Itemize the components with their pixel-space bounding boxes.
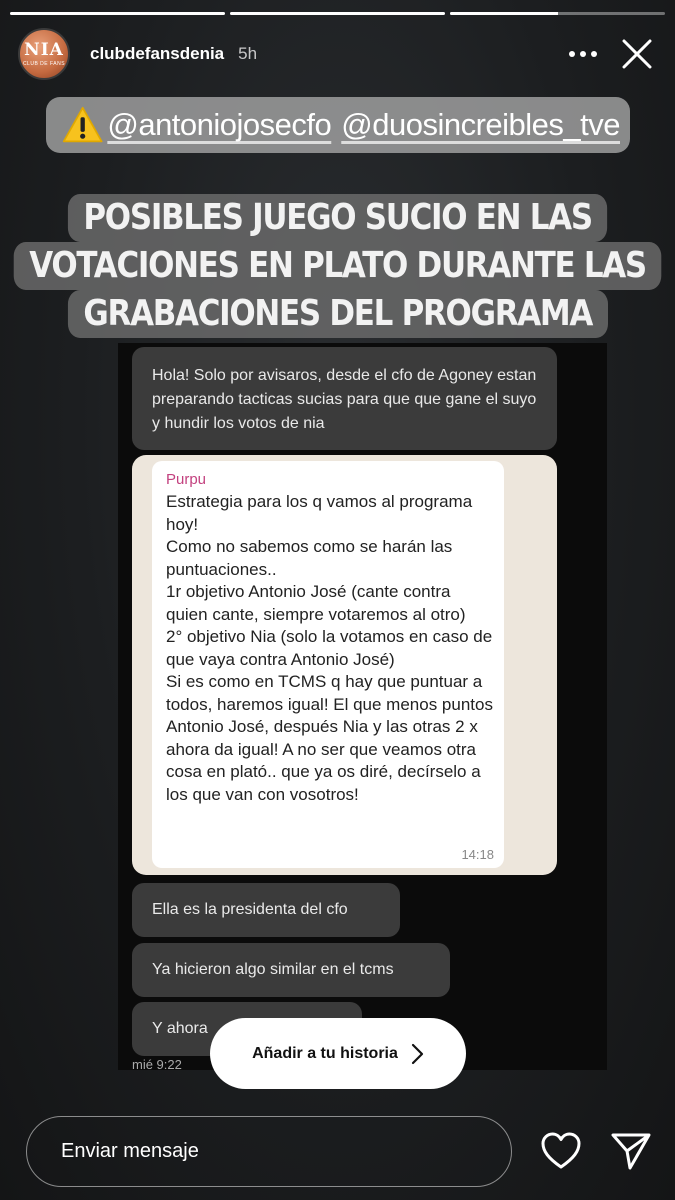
- chevron-right-icon: [410, 1043, 424, 1065]
- username[interactable]: clubdefansdenia: [90, 44, 225, 63]
- post-time: 5h: [238, 44, 258, 63]
- caption-text: GRABACIONES DEL PROGRAMA: [68, 290, 608, 338]
- progress-segment: [450, 12, 665, 15]
- forwarded-message-body: [152, 461, 504, 868]
- chat-message: Ya hicieron algo similar en el tcms: [132, 943, 450, 997]
- mention-sticker-bar: [46, 97, 630, 153]
- caption-text: POSIBLES JUEGO SUCIO EN LAS: [68, 194, 607, 242]
- caption-line-3: [0, 290, 675, 338]
- warning-icon: [62, 103, 103, 147]
- chat-screenshot: [118, 343, 607, 1070]
- forwarded-message: [132, 455, 557, 875]
- heart-icon: [540, 1131, 582, 1171]
- story-progress: [10, 12, 665, 15]
- caption-line-1: [0, 194, 675, 242]
- avatar-logo-text: NIA: [24, 39, 64, 60]
- avatar-logo-subtext: CLUB DE FANS: [22, 60, 66, 67]
- chat-message: Ella es la presidenta del cfo: [132, 883, 400, 937]
- message-time: 14:18: [461, 847, 494, 862]
- more-icon: [568, 50, 598, 58]
- message-text: Estrategia para los q vamos al programa hoy! Como no sabemos como se harán las puntuaciones.. 1r objetivo Antonio José (cante contra quien cante, siempre votaremos al otro) 2° objetivo Nia (solo la votamos en caso de que vaya contra Antonio José) Si es como en TCMS q hay que puntuar a todos, haremos igual! El que menos puntos Antonio José, después Nia y las otras 2 x ahora da igual! A no ser que veamos otra cosa en plató.. que ya os diré, decírselo a los que van con vosotros!: [166, 492, 493, 804]
- message-input-container[interactable]: [26, 1116, 512, 1187]
- send-button[interactable]: [610, 1131, 652, 1171]
- progress-segment: [10, 12, 225, 15]
- message-sender: Purpu: [166, 471, 207, 488]
- close-icon: [621, 38, 653, 70]
- add-to-story-label: Añadir a tu historia: [252, 1044, 398, 1062]
- send-icon: [610, 1131, 652, 1171]
- chat-message: Hola! Solo por avisaros, desde el cfo de Agoney estan preparando tacticas sucias para que que gane el suyo y hundir los votos de nia: [132, 347, 557, 450]
- add-to-story-button[interactable]: [210, 1018, 466, 1089]
- caption-line-2: [0, 242, 675, 290]
- message-input[interactable]: [61, 1140, 461, 1163]
- more-button[interactable]: [563, 34, 603, 74]
- story-header: [18, 26, 657, 82]
- progress-segment: [230, 12, 445, 15]
- avatar[interactable]: [18, 28, 70, 80]
- mention-antoniojosecfo[interactable]: @antoniojosecfo: [107, 107, 332, 142]
- chat-message: Y ahora: [132, 1002, 362, 1056]
- like-button[interactable]: [540, 1131, 582, 1171]
- close-button[interactable]: [617, 34, 657, 74]
- message-date: mié 9:22: [132, 1057, 182, 1070]
- caption-text: VOTACIONES EN PLATO DURANTE LAS: [14, 242, 662, 290]
- mention-duosincreibles-tve[interactable]: @duosincreibles_tve: [341, 107, 620, 142]
